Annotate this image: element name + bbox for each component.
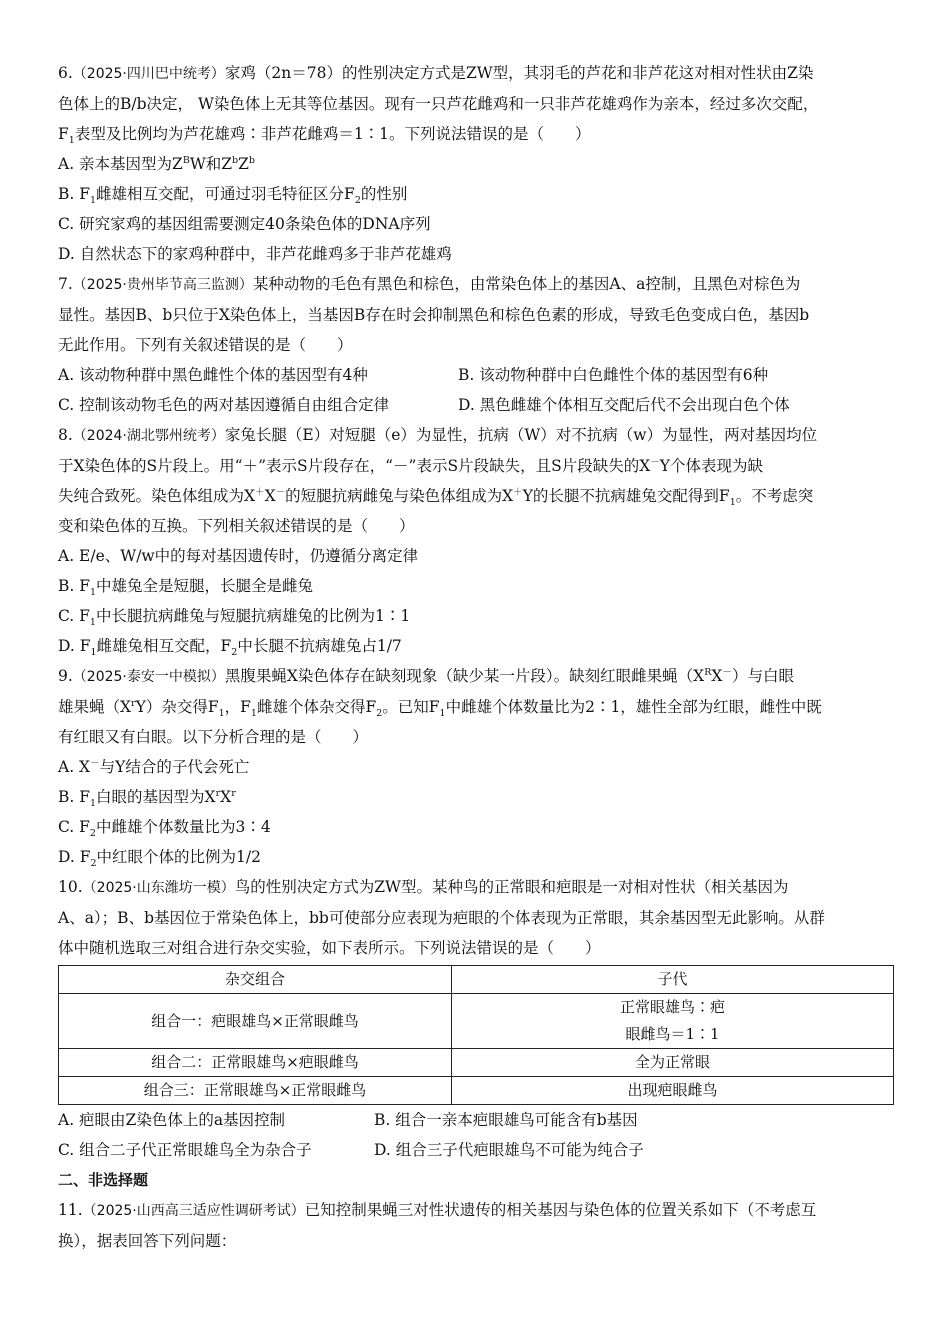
q6-option-c: C. 研究家鸡的基因组需要测定40条染色体的DNA序列 [58,215,431,233]
q11-stem-line1: 已知控制果蝇三对性状遗传的相关基因与染色体的位置关系如下（不考虑互 [304,1201,817,1219]
table-cell-cross: 组合一：疤眼雄鸟×正常眼雌鸟 [59,994,452,1049]
q6-stem-line3-a: F [58,125,69,143]
section-heading: 二、非选择题 [58,1171,149,1189]
table-row [59,994,894,1049]
q8-number: 8. [58,426,73,444]
q7-source: （2025·贵州毕节高三监测） [72,277,253,293]
q6-number: 6. [58,64,73,82]
q7-options-row2 [58,390,894,420]
question-6 [58,58,894,269]
q6-option-d: D. 自然状态下的家鸡种群中，非芦花雌鸡多于非芦花雄鸡 [58,245,452,263]
table-header-cross: 杂交组合 [59,966,452,994]
q7-stem-line3: 无此作用。下列有关叙述错误的是（ ） [58,336,353,354]
q8-stem-line4: 变和染色体的互换。下列相关叙述错误的是（ ） [58,517,415,535]
q8-stem-line1: 家兔长腿（E）对短腿（e）为显性，抗病（W）对不抗病（w）为显性，两对基因均位 [224,426,818,444]
q11-number: 11. [58,1201,83,1219]
q8-option-d: D. $F_1$雌雄兔相互交配，$F_2$中长腿不抗病雄兔占1/7 [58,637,402,659]
q9-source: （2025·泰安一中模拟） [72,669,225,685]
q7-option-a: A. 该动物种群中黑色雌性个体的基因型有4种 [58,366,368,384]
table-cell-offspring: 正常眼雄鸟∶疤 眼雌鸟＝1∶1 [452,994,894,1049]
q10-stem-line3: 体中随机选取三对组合进行杂交实验，如下表所示。下列说法错误的是（ ） [58,939,601,957]
table-cell-offspring: 出现疤眼雌鸟 [452,1077,894,1105]
table-row [59,1049,894,1077]
q7-option-b: B. 该动物种群中白色雌性个体的基因型有6种 [458,366,769,384]
question-10 [58,872,894,1165]
q10-options-row1 [58,1105,894,1135]
q7-option-d: D. 黑色雌雄个体相互交配后代不会出现白色个体 [458,396,790,414]
table-row [59,1077,894,1105]
q10-number: 10. [58,878,83,896]
q7-number: 7. [58,275,73,293]
question-8 [58,420,894,661]
q8-stem-line2: 于X染色体的S片段上。用“＋”表示S片段存在，“－”表示S片段缺失，且S片段缺失的X－Y个体表现为缺 [58,456,763,475]
table-header-offspring: 子代 [452,966,894,994]
q9-stem-line2: 雄果蝇$(X^rY)$杂交得$F_1$，$F_1$雌雄个体杂交得$F_2$。已知$F_1$中雌雄个体数量比为2∶1，雄性全部为红眼，雌性中既 [58,697,822,720]
question-11 [58,1195,894,1256]
q10-option-c: C. 组合二子代正常眼雄鸟全为杂合子 [58,1141,312,1159]
q8-source: （2024·湖北鄂州统考） [72,428,225,444]
q7-stem-line2: 显性。基因B、b只位于X染色体上，当基因B存在时会抑制黑色和棕色色素的形成，导致毛色变成白色，基因b [58,306,810,324]
q7-option-c: C. 控制该动物毛色的两对基因遵循自由组合定律 [58,396,390,414]
q10-option-d: D. 组合三子代疤眼雄鸟不可能为纯合子 [374,1141,644,1159]
q11-source: （2025·山西高三适应性调研考试） [82,1203,305,1219]
question-7 [58,269,894,420]
q6-stem-line3-b: 表型及比例均为芦花雄鸡∶非芦花雌鸡＝1∶1。下列说法错误的是（ ） [74,125,591,143]
q9-number: 9. [58,667,73,685]
q10-stem-line2: A、a）；B、b基因位于常染色体上，bb可使部分应表现为疤眼的个体表现为正常眼，其余基因型无此影响。从群 [58,909,825,927]
table-header-row [59,966,894,994]
q9-option-b: B. $F_1$白眼的基因型为$X^rX^r$ [58,787,236,810]
q7-options-row1 [58,360,894,390]
q8-option-c: C. $F_1$中长腿抗病雌兔与短腿抗病雄兔的比例为1∶1 [58,607,411,629]
q9-option-d: D. $F_2$中红眼个体的比例为1/2 [58,848,261,870]
q6-option-b: B. $F_1$雌雄相互交配，可通过羽毛特征区分$F_2$的性别 [58,185,408,207]
q6-stem-line1: 家鸡（2n＝78）的性别决定方式是ZW型，其羽毛的芦花和非芦花这对相对性状由Z染 [224,64,814,82]
q9-option-a: A. X－与Y结合的子代会死亡 [58,757,250,776]
cross-table [58,965,894,1105]
q10-stem-line1: 鸟的性别决定方式为ZW型。某种鸟的正常眼和疤眼是一对相对性状（相关基因为 [234,878,789,896]
q8-stem-line3: 失纯合致死。染色体组成为X＋X－的短腿抗病雌兔与染色体组成为X＋Y的长腿不抗病雄兔交配得到$F_1$。不考虑突 [58,486,814,509]
q8-option-a: A. E/e、W/w中的每对基因遗传时，仍遵循分离定律 [58,547,419,565]
document-page [58,58,894,1256]
q10-options-row2 [58,1135,894,1165]
q9-option-c: C. $F_2$中雌雄个体数量比为3∶4 [58,818,271,840]
q6-stem-line3-sub: 1 [68,135,75,147]
q7-stem-line1: 某种动物的毛色有黑色和棕色，由常染色体上的基因A、a控制，且黑色对棕色为 [252,275,801,293]
q8-option-b: B. $F_1$中雄兔全是短腿，长腿全是雌兔 [58,577,314,599]
table-cell-cross: 组合三：正常眼雄鸟×正常眼雌鸟 [59,1077,452,1105]
q6-stem-line2: 色体上的B/b决定， W染色体上无其等位基因。现有一只芦花雌鸡和一只非芦花雄鸡作为亲本，经过多次交配， [58,95,819,113]
table-cell-cross: 组合二：正常眼雄鸟×疤眼雌鸟 [59,1049,452,1077]
table-cell-offspring: 全为正常眼 [452,1049,894,1077]
q6-source: （2025·四川巴中统考） [72,66,225,82]
q6-option-a: A. 亲本基因型为$Z^BW$和$Z^bZ^b$ [58,154,255,173]
q10-option-a: A. 疤眼由Z染色体上的a基因控制 [58,1111,286,1129]
q10-source: （2025·山东潍坊一模） [82,880,235,896]
q9-stem-line3: 有红眼又有白眼。以下分析合理的是（ ） [58,728,369,746]
question-9: 9.（2025·泰安一中模拟）黑腹果蝇X染色体存在缺刻现象（缺少某一片段）。缺刻红眼雌果蝇$(X^RX^-)$与白眼 雄果蝇$(X^rY)$杂交得$F_1$，$F_1$雌雄个体杂交得$F_2$。已知$F_1$中雌雄个体数量比为2∶1，雄性全部为红眼，雌性中既 有红眼又有白眼。以下分析合理的是（ ） A. X－与Y结合的子代会死亡 B. $F_1$白眼的基因型为$X^rX^r$ C. $F_2$中雌雄个体数量比为3∶4 D. $F_2$中红眼个体的比例为1/2 [58,661,894,872]
q11-stem-line2: 换），据表回答下列问题： [58,1232,237,1250]
q10-option-b: B. 组合一亲本疤眼雄鸟可能含有b基因 [374,1111,638,1129]
